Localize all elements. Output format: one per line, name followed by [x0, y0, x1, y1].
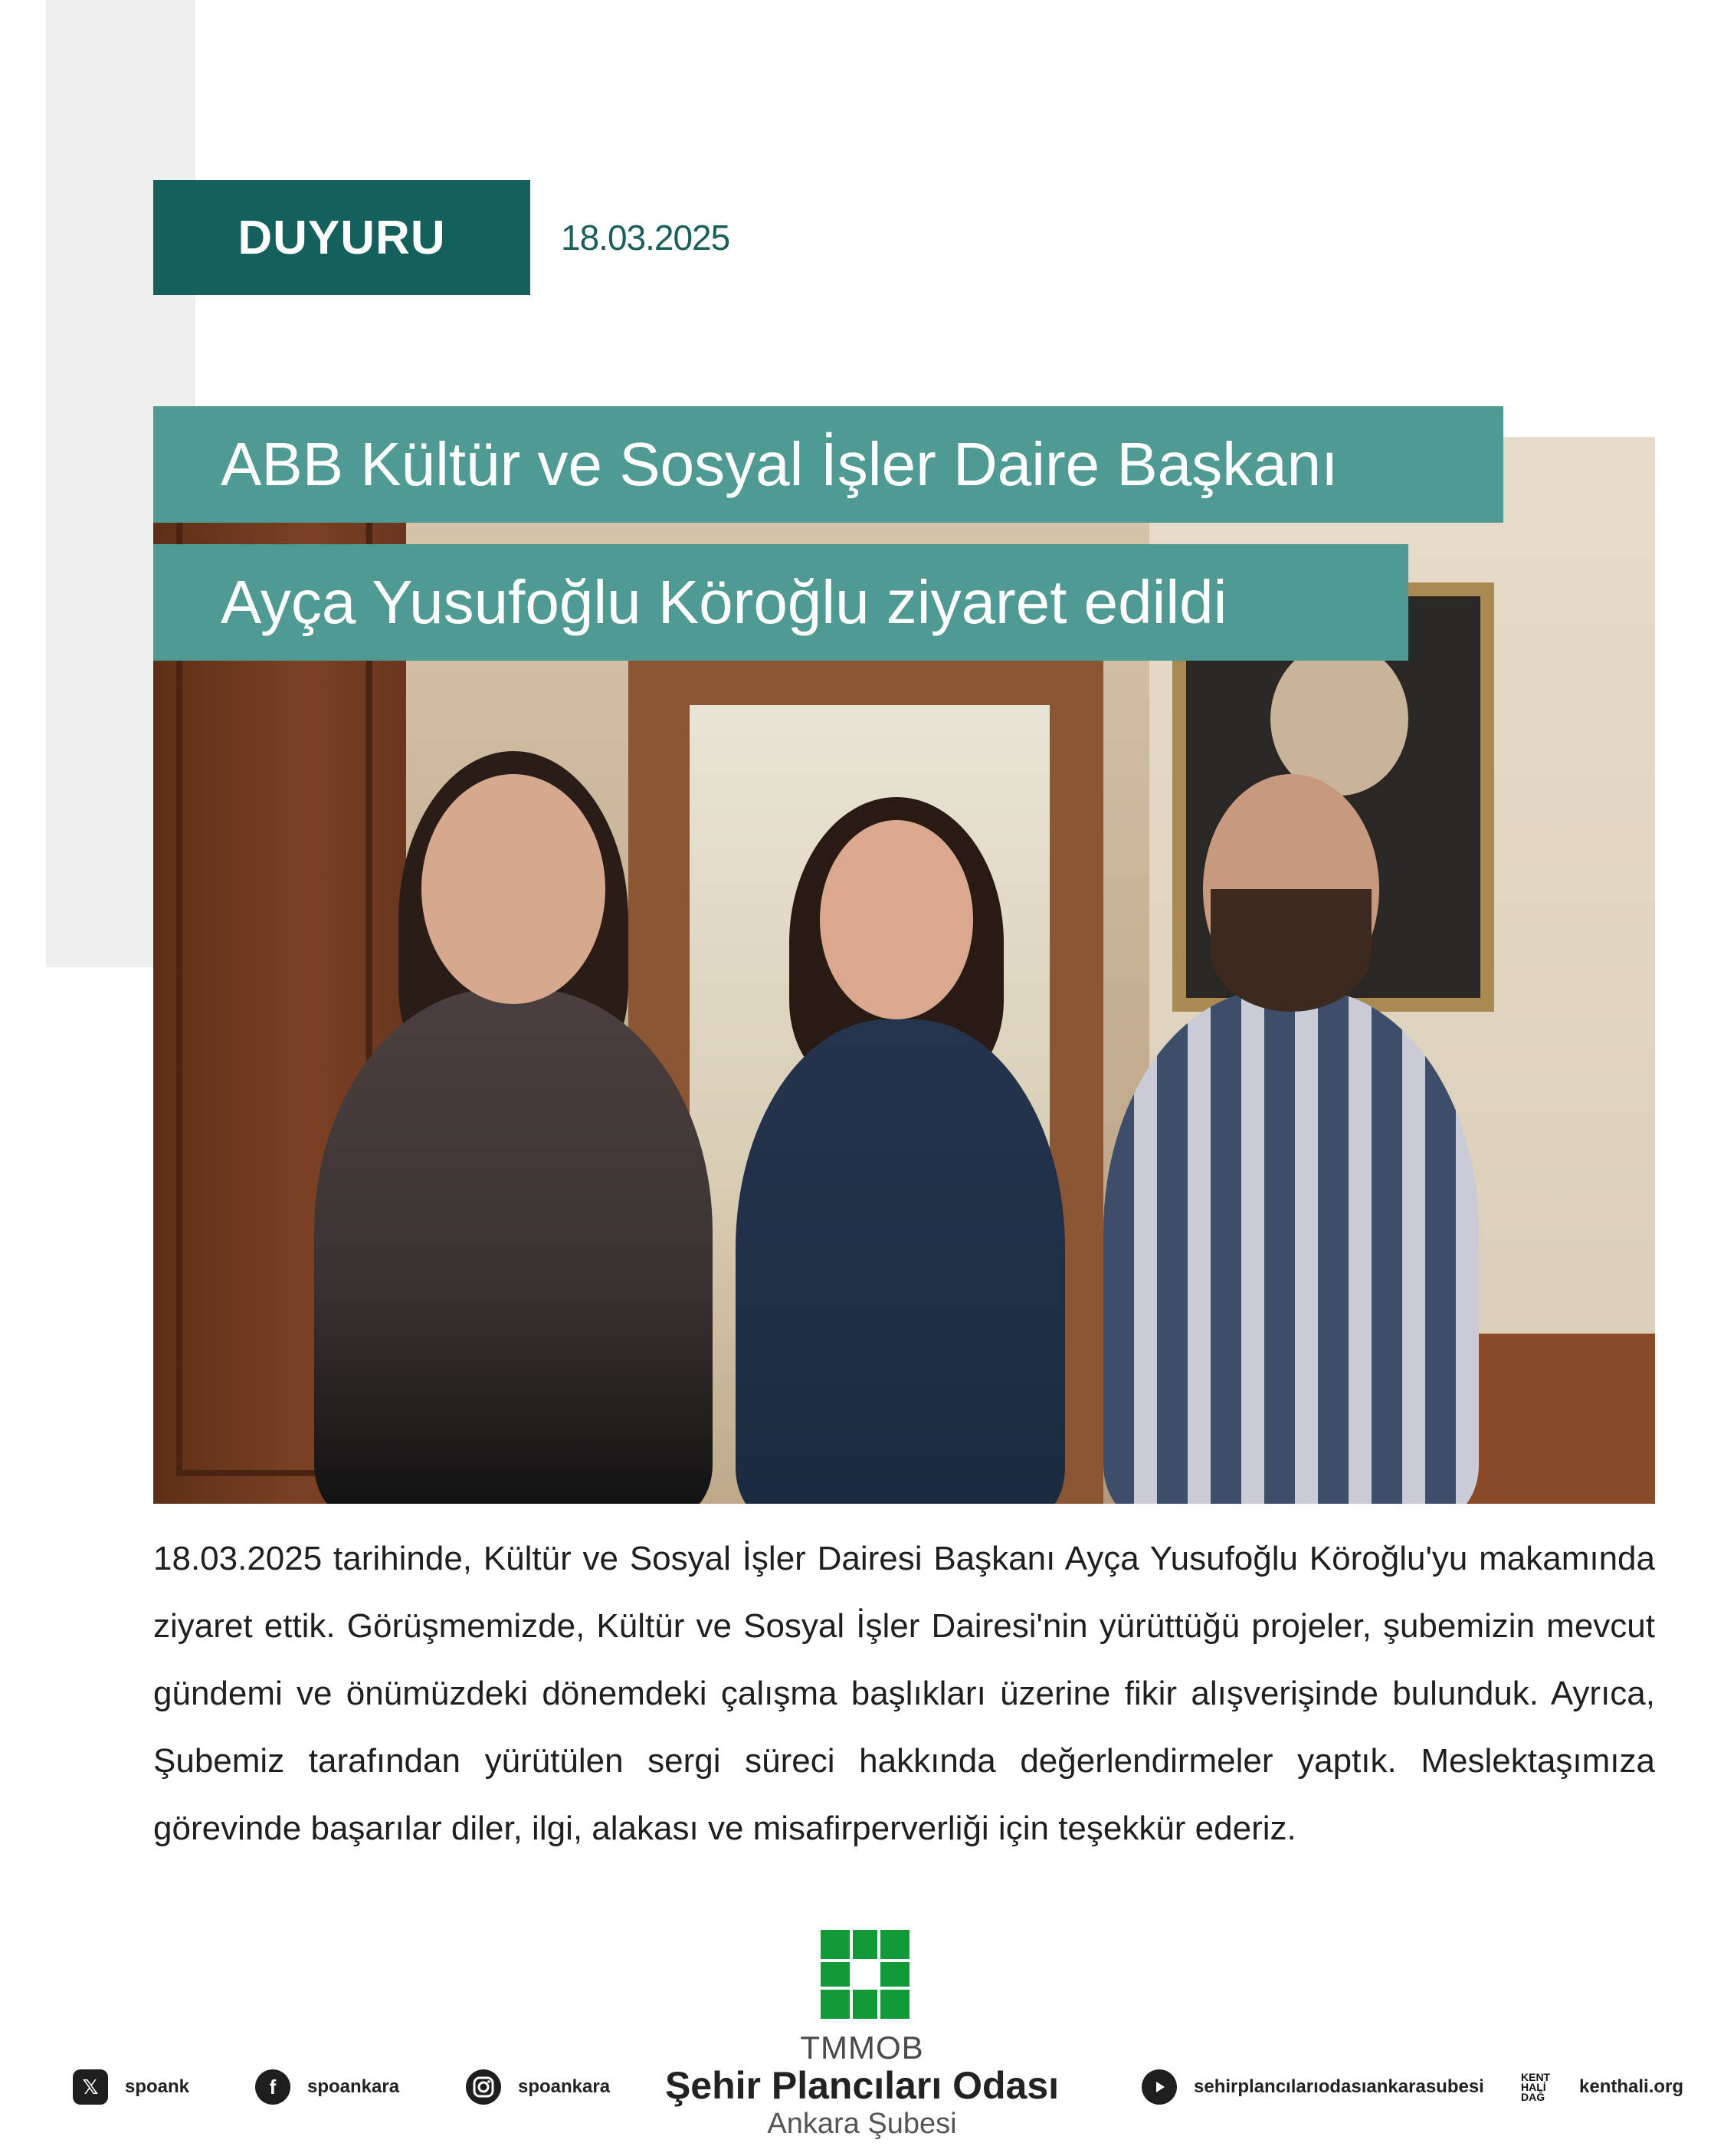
org-branch: Ankara Şubesi [767, 2108, 957, 2140]
social-youtube-handle: sehirplancılarıodasıankarasubesi [1194, 2076, 1484, 2097]
person-left-face [421, 774, 605, 1004]
announcement-tag: DUYURU [153, 180, 530, 295]
person-center-face [820, 820, 973, 1019]
social-facebook[interactable] [255, 2069, 399, 2105]
person-center [736, 1019, 1065, 1504]
social-x[interactable] [73, 2069, 189, 2105]
person-right [1103, 989, 1479, 1504]
social-youtube[interactable] [1142, 2069, 1484, 2105]
x-icon: 𝕏 [73, 2069, 108, 2105]
social-instagram-handle: spoankara [518, 2076, 611, 2097]
social-kenthali[interactable] [1521, 2066, 1683, 2108]
announcement-body: 18.03.2025 tarihinde, Kültür ve Sosyal İşler Dairesi Başkanı Ayça Yusufoğlu Köroğlu'yu makamında ziyaret ettik. Görüşmemizde, Kültür ve Sosyal İşler Dairesi'nin yürüttüğü projeler, şubemizin mevcut gündemi ve önümüzdeki dönemdeki çalışma başlıkları üzerine fikir alışverişinde bulunduk. Ayrıca, Şubemiz tarafından yürütülen sergi süreci hakkında değerlendirmeler yaptık. Meslektaşımıza görevinde başarılar diler, ilgi, alakası ve misafirperverliği için teşekkür ederiz. [153, 1540, 1655, 1847]
youtube-icon [1142, 2069, 1177, 2105]
social-x-handle: spoank [125, 2076, 190, 2097]
title-line-2: Ayça Yusufoğlu Köroğlu ziyaret edildi [153, 544, 1408, 661]
person-left [314, 989, 713, 1504]
kenthali-logo: KENT HALİ DAĞ [1521, 2066, 1562, 2108]
instagram-icon [466, 2069, 501, 2105]
social-facebook-handle: spoankara [307, 2076, 400, 2097]
announcement-date: 18.03.2025 [561, 218, 730, 258]
org-tmmob: TMMOB [800, 2030, 924, 2066]
spo-logo [821, 1930, 910, 2019]
person-right-beard [1211, 889, 1372, 1012]
facebook-icon: f [255, 2069, 290, 2105]
social-kenthali-handle: kenthali.org [1579, 2076, 1684, 2097]
org-name: Şehir Plancıları Odası [664, 2064, 1060, 2107]
social-instagram[interactable] [466, 2069, 610, 2105]
title-line-1: ABB Kültür ve Sosyal İşler Daire Başkanı [153, 406, 1503, 523]
